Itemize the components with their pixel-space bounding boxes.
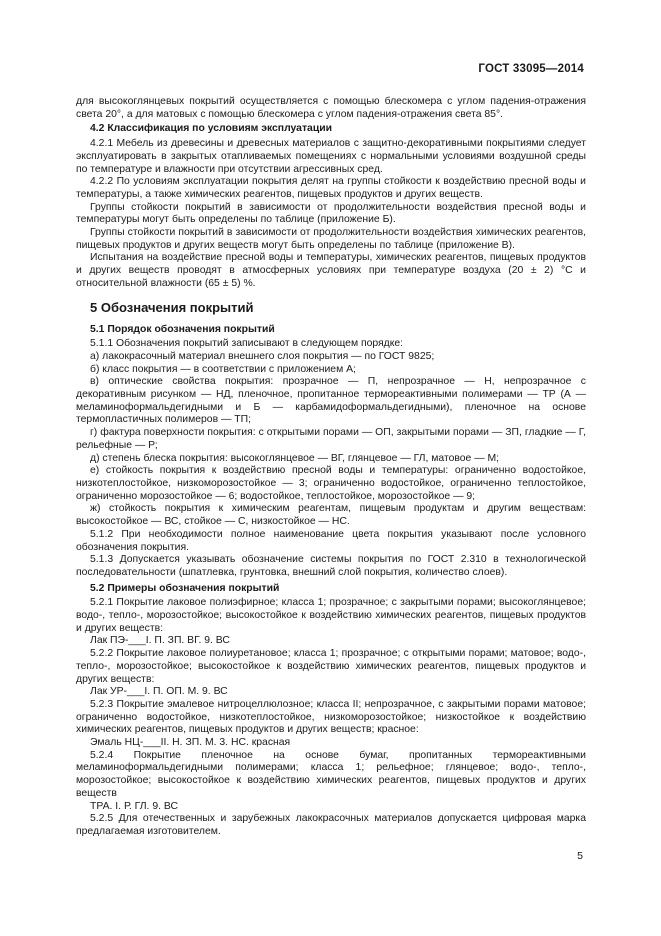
list-item: б) класс покрытия — в соответствии с приложением А; (90, 363, 356, 375)
paragraph: 4.2.2 По условиям эксплуатации покрытия делят на группы стойкости к воздействию пресной воды и температуры, а также химических реагентов, пищевых продуктов и других веществ. (76, 176, 586, 200)
standard-header: ГОСТ 33095—2014 (478, 63, 584, 75)
paragraph: 5.1.2 При необходимости полное наименование цвета покрытия указывают после условного обозначения покрытия. (76, 528, 586, 553)
coating-designation: Лак УР-___I. П. ОП. М. 9. ВС (90, 686, 228, 698)
subsection-heading: 5.2 Примеры обозначения покрытий (90, 582, 280, 594)
page-number: 5 (577, 850, 583, 862)
list-item: г) фактура поверхности покрытия: с открытыми порами — ОП, закрытыми порами — ЗП, гладкие — Г, рельефные — Р; (76, 427, 586, 451)
list-item: в) оптические свойства покрытия: прозрачное — П, непрозрачное — Н, непрозрачное с декоративным рисунком — НД, пленочное, пропитанное термореактивными полимерами — ТР (А — меламиноформальдегидными и Б — карбамидоформальдегидными), пленочное на основе термопластичных полимеров — ТП; (76, 376, 586, 426)
paragraph: 5.1.3 Допускается указывать обозначение системы покрытия по ГОСТ 2.310 в технологической последовательности (шпатлевка, грунтовка, внешний слой покрытия, количество слоев). (76, 554, 586, 578)
paragraph: 5.2.3 Покрытие эмалевое нитроцеллюлозное; класса II; непрозрачное, с закрытыми порами матовое; ограниченно водостойкое, низкотеплостойкое, низкоморозостойкое; низкостойкое к воздействию химических реагентов, пищевых продуктов и других веществ; красное: (76, 698, 586, 736)
list-item: д) степень блеска покрытия: высокоглянцевое — ВГ, глянцевое — ГЛ, матовое — М; (90, 452, 500, 464)
list-item: е) стойкость покрытия к воздействию пресной воды и температуры: ограниченно водостойкое, низкотеплостойкое, низкоморозостойкое — 3; ограниченно водостойкое, ограниченно теплостойкое, ограниченно морозостойкое — 6; водостойкое, теплостойкое, морозостойкое — 9; (76, 465, 586, 502)
page-body (76, 96, 586, 839)
paragraph: для высокоглянцевых покрытий осуществляется с помощью блескомера с углом падения-отражения света 20°, а для матовых с помощью блескомера с углом падения-отражения света 85°. (76, 96, 586, 120)
subsection-heading: 5.1 Порядок обозначения покрытий (90, 323, 275, 335)
subsection-heading: 4.2 Классификация по условиям эксплуатации (90, 123, 332, 135)
coating-designation: Лак ПЭ-___I. П. ЗП. ВГ. 9. ВС (90, 635, 230, 647)
paragraph: 5.2.5 Для отечественных и зарубежных лакокрасочных материалов допускается цифровая марка предлагаемая изготовителем. (76, 813, 586, 837)
paragraph: 5.2.4 Покрытие пленочное на основе бумаг, пропитанных термореактивными меламиноформальдегидными полимерами; класса 1; рельефное; глянцевое; водо-, тепло-, морозостойкое; высокостойкое к воздействию химических реагентов, пищевых продуктов и других веществ (76, 749, 586, 799)
coating-designation: Эмаль НЦ-___II. Н. ЗП. М. 3. НС. красная (90, 737, 291, 749)
paragraph: 5.2.1 Покрытие лаковое полиэфирное; класса 1; прозрачное; с закрытыми порами; высокоглянцевое; водо-, тепло-, морозостойкое; высокостойкое к воздействию химических реагентов, пищевых продуктов и других веществ: (76, 597, 586, 634)
paragraph: 4.2.1 Мебель из древесины и древесных материалов с защитно-декоративными покрытиями следует эксплуатировать в закрытых отапливаемых помещениях с нормальными условиями воздушной среды по температуре и влажности при отсутствии агрессивных сред. (76, 138, 586, 175)
list-item: а) лакокрасочный материал внешнего слоя покрытия — по ГОСТ 9825; (90, 350, 435, 362)
paragraph: 5.2.2 Покрытие лаковое полиуретановое; класса 1; прозрачное; с открытыми порами; матовое; водо-, тепло-, морозостойкое; высокостойкое к воздействию химических реагентов, пищевых продуктов и других веществ: (76, 648, 586, 685)
paragraph: Группы стойкости покрытий в зависимости от продолжительности воздействия пресной воды и температуры могут быть определены по таблице (приложение Б). (76, 201, 586, 226)
paragraph: Испытания на воздействие пресной воды и температуры, химических реагентов, пищевых продуктов и других веществ проводят в атмосферных условиях при температуре воздуха (20 ± 2) °С и относительной влажности (65 ± 5) %. (76, 252, 586, 289)
paragraph: 5.1.1 Обозначения покрытий записывают в следующем порядке: (90, 338, 404, 350)
paragraph: Группы стойкости покрытий в зависимости от продолжительности воздействия химических реагентов, пищевых продуктов и других веществ могут быть определены по таблице (приложение В). (76, 227, 586, 251)
list-item: ж) стойкость покрытия к химическим реагентам, пищевым продуктам и другим веществам: высокостойкое — ВС, стойкое — С, низкостойкое — НС. (76, 503, 586, 528)
coating-designation: ТРА. I. Р. ГЛ. 9. ВС (90, 800, 178, 812)
section-heading: 5 Обозначения покрытий (90, 299, 254, 315)
